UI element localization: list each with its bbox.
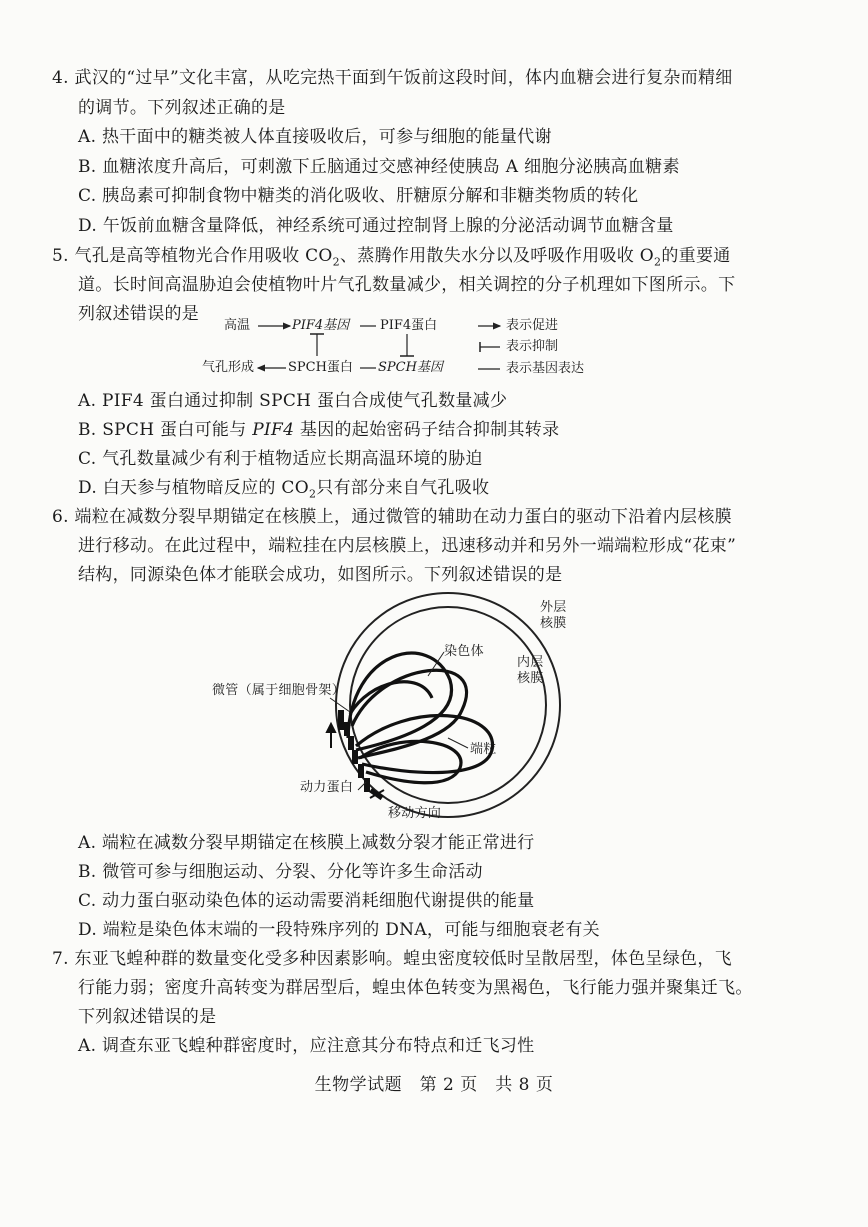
- q4-stem-line1: 4. 武汉的“过早”文化丰富，从吃完热干面到午饭前这段时间，体内血糖会进行复杂而精细: [52, 68, 733, 88]
- q7-option-a: A. 调查东亚飞蝗种群密度时，应注意其分布特点和迁飞习性: [78, 1036, 535, 1056]
- label-move-direction: 移动方向: [388, 806, 442, 821]
- q5-option-b: B. SPCH 蛋白可能与 PIF4 基因的起始密码子结合抑制其转录: [78, 420, 560, 440]
- label-telomere: 端粒: [470, 742, 497, 757]
- label-high-temp: 高温: [224, 318, 251, 333]
- q7-stem-line3: 下列叙述错误的是: [78, 1007, 217, 1027]
- q6-stem-line2: 进行移动。在此过程中，端粒挂在内层核膜上，迅速移动并和另外一端端粒形成“花束”: [78, 536, 737, 556]
- q5-option-d: D. 白天参与植物暗反应的 $CO_2$只有部分来自气孔吸收: [78, 478, 490, 501]
- regulation-diagram: [200, 312, 620, 382]
- label-microtubule: 微管（属于细胞骨架）: [212, 683, 346, 698]
- label-pif4-protein: PIF4蛋白: [380, 318, 438, 333]
- q4-option-b: B. 血糖浓度升高后，可刺激下丘脑通过交感神经使胰岛 A 细胞分泌胰高血糖素: [78, 157, 680, 177]
- q6-stem-line3: 结构，同源染色体才能联会成功，如图所示。下列叙述错误的是: [78, 565, 563, 585]
- q7-stem-line2: 行能力弱；密度升高转变为群居型后，蝗虫体色转变为黑褐色，飞行能力强并聚集迁飞。: [78, 978, 753, 998]
- label-inner-membrane-1: 内层: [517, 655, 544, 670]
- label-outer-membrane-1: 外层: [540, 600, 567, 615]
- label-spch-protein: SPCH蛋白: [288, 360, 353, 375]
- q4-option-c: C. 胰岛素可抑制食物中糖类的消化吸收、肝糖原分解和非糖类物质的转化: [78, 186, 639, 206]
- legend-express: 表示基因表达: [506, 361, 585, 376]
- q6-option-d: D. 端粒是染色体末端的一段特殊序列的 DNA，可能与细胞衰老有关: [78, 920, 600, 940]
- label-inner-membrane-2: 核膜: [517, 671, 544, 686]
- label-spch-gene: SPCH基因: [378, 360, 443, 375]
- q5-stem-line1: 5. 气孔是高等植物光合作用吸收 $CO_2$、蒸腾作用散失水分以及呼吸作用吸收 $O_2$的重要通: [52, 246, 731, 269]
- label-chromosome: 染色体: [444, 644, 484, 659]
- q5-option-c: C. 气孔数量减少有利于植物适应长期高温环境的胁迫: [78, 449, 483, 469]
- q7-stem-line1: 7. 东亚飞蝗种群的数量变化受多种因素影响。蝗虫密度较低时呈散居型，体色呈绿色，飞: [52, 949, 732, 969]
- legend-promote: 表示促进: [506, 318, 559, 333]
- legend-inhibit: 表示抑制: [506, 339, 559, 354]
- label-pif4-gene: PIF4基因: [292, 318, 350, 333]
- q6-option-a: A. 端粒在减数分裂早期锚定在核膜上减数分裂才能正常进行: [78, 833, 535, 853]
- q5-stem-line3: 列叙述错误的是: [78, 304, 200, 324]
- q4-stem-line2: 的调节。下列叙述正确的是: [78, 98, 286, 118]
- q5-option-a: A. PIF4 蛋白通过抑制 SPCH 蛋白合成使气孔数量减少: [78, 391, 508, 411]
- q6-option-b: B. 微管可参与细胞运动、分裂、分化等许多生命活动: [78, 862, 483, 882]
- label-outer-membrane-2: 核膜: [540, 616, 567, 631]
- q4-option-d: D. 午饭前血糖含量降低，神经系统可通过控制肾上腺的分泌活动调节血糖含量: [78, 216, 674, 236]
- q4-option-a: A. 热干面中的糖类被人体直接吸收后，可参与细胞的能量代谢: [78, 127, 552, 147]
- q5-stem-line2: 道。长时间高温胁迫会使植物叶片气孔数量减少，相关调控的分子机理如下图所示。下: [78, 275, 736, 295]
- q6-option-c: C. 动力蛋白驱动染色体的运动需要消耗细胞代谢提供的能量: [78, 891, 535, 911]
- label-stomata-formation: 气孔形成: [202, 360, 255, 375]
- label-dynein: 动力蛋白: [300, 780, 354, 795]
- page-footer: 生物学试题 第 2 页 共 8 页: [314, 1075, 554, 1095]
- q6-stem-line1: 6. 端粒在减数分裂早期锚定在核膜上，通过微管的辅助在动力蛋白的驱动下沿着内层核膜: [52, 507, 732, 527]
